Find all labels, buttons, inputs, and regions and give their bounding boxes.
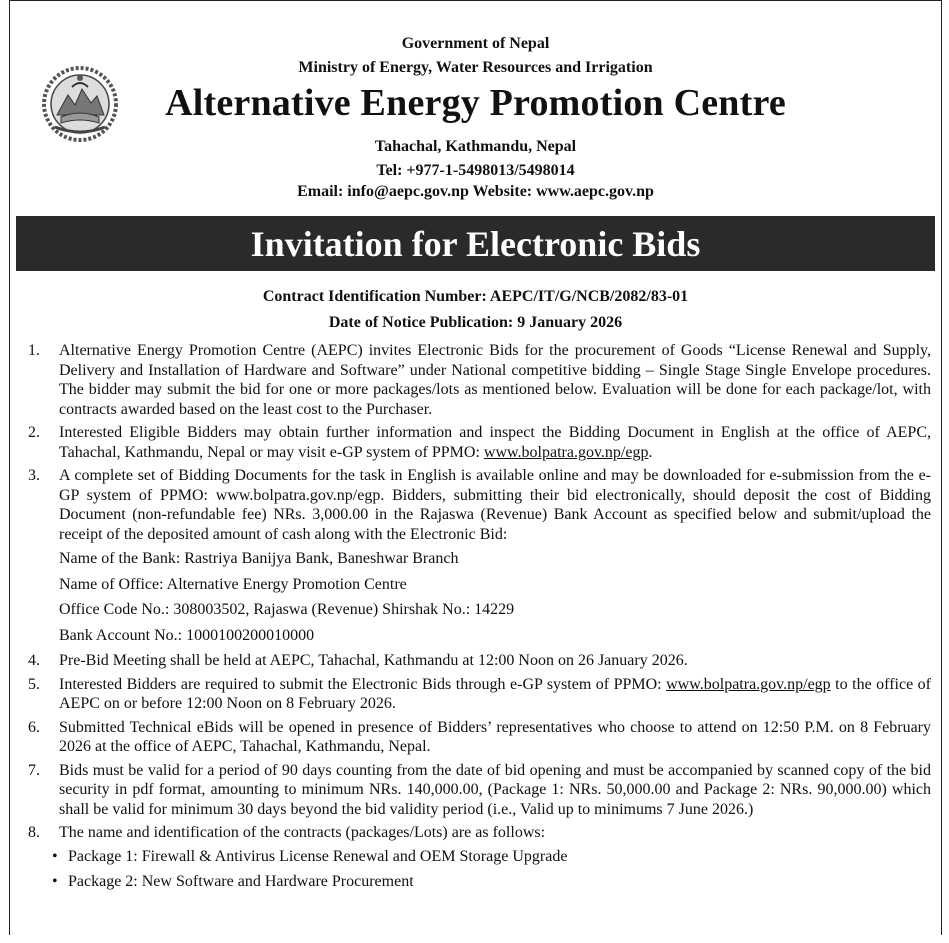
organization-name: Alternative Energy Promotion Centre bbox=[165, 82, 786, 124]
list-item: 4. Pre-Bid Meeting shall be held at AEPC, Tahachal, Kathmandu at 12:00 Noon on 26 January 2026. bbox=[28, 652, 688, 669]
bolpatra-link[interactable]: www.bolpatra.gov.np/egp bbox=[483, 443, 649, 461]
notice-items bbox=[22, 341, 931, 544]
bank-account: Bank Account No.: 1000100200010000 bbox=[59, 626, 315, 644]
package-list bbox=[22, 847, 931, 892]
bullet-icon: • bbox=[52, 847, 58, 865]
list-item: 6. Submitted Technical eBids will be opened in presence of Bidders’ representatives who choose to attend on 12:50 P.M. on 8 February 2026 at the office of AEPC, Tahachal, Kathmandu, Nepal. bbox=[28, 718, 931, 755]
bullet-icon: • bbox=[52, 873, 58, 890]
bank-details bbox=[22, 549, 931, 645]
list-item: 5. Interested Bidders are required to submit the Electronic Bids through e-GP system of PPMO: www.bolpatra.gov.np/egp to the office of AEPC on or before 12:00 Noon on 8 February 2026. bbox=[28, 675, 932, 712]
telephone: Tel: +977-1-5498013/5498014 bbox=[376, 162, 575, 179]
letterhead bbox=[10, 1, 941, 209]
bank-name: Name of the Bank: Rastriya Banijya Bank, Baneshwar Branch bbox=[59, 550, 459, 567]
office-code: Office Code No.: 308003502, Rajaswa (Revenue) Shirshak No.: 14229 bbox=[59, 601, 515, 618]
ministry-name: Ministry of Energy, Water Resources and Irrigation bbox=[298, 59, 653, 76]
notice-title-banner: Invitation for Electronic Bids bbox=[16, 216, 935, 271]
list-item: 2. Interested Eligible Bidders may obtain further information and inspect the Bidding Document in English at the office of AEPC, Tahachal, Kathmandu, Nepal or may visit e-GP system of PPMO: www.bolpatra.gov.np/egp. bbox=[28, 424, 931, 461]
government-name: Government of Nepal bbox=[401, 35, 550, 52]
contract-id: Contract Identification Number: AEPC/IT/G/NCB/2082/83-01 bbox=[262, 288, 689, 305]
list-item: 7. Bids must be valid for a period of 90 days counting from the date of bid opening and must be accompanied by scanned copy of the bid security in pdf format, amounting to minimum NRs. 140,000.00, (Package 1: NRs. 50,000.00 and Package 2: NRs. 90,000.00) which shall be valid for minimum 30 days beyond the bid validity period (i.e., Valid up to minimums 7 June 2026.) bbox=[28, 761, 931, 818]
list-item: 3. A complete set of Bidding Documents for the task in English is available online and may be downloaded for e-submission from the e-GP system of PPMO: www.bolpatra.gov.np/egp. Bidders, submitting their bid electronically, should deposit the cost of Bidding Document (non-refundable fee) NRs. 3,000.00 in the Rajaswa (Revenue) Bank Account as specified below and submit/upload the receipt of the deposited amount of cash along with the Electronic Bid: bbox=[28, 467, 931, 543]
package-item: • Package 1: Firewall & Antivirus License Renewal and OEM Storage Upgrade bbox=[52, 847, 568, 865]
list-item: 8. The name and identification of the contracts (packages/Lots) are as follows: bbox=[28, 824, 546, 841]
publication-date: Date of Notice Publication: 9 January 2026 bbox=[328, 314, 623, 331]
list-item: 1. Alternative Energy Promotion Centre (AEPC) invites Electronic Bids for the procurement of Goods “License Renewal and Supply, Delivery and Installation of Hardware and Software” under National competitive bidding – Single Stage Single Envelope procedures. The bidder may submit the bid for one or more packages/lots as mentioned below. Evaluation will be done for each package/lot, with contracts awarded based on the least cost to the Purchaser. bbox=[28, 342, 931, 418]
package-item: • Package 2: New Software and Hardware Procurement bbox=[52, 873, 414, 890]
address: Tahachal, Kathmandu, Nepal bbox=[374, 138, 577, 155]
notice-page bbox=[9, 0, 942, 935]
office-name: Name of Office: Alternative Energy Promotion Centre bbox=[59, 575, 407, 593]
notice-body bbox=[22, 341, 931, 898]
email-website: Email: info@aepc.gov.np Website: www.aepc.gov.np bbox=[297, 183, 654, 200]
bolpatra-link[interactable]: www.bolpatra.gov.np/egp bbox=[666, 675, 831, 693]
notice-items-continued bbox=[22, 651, 931, 843]
